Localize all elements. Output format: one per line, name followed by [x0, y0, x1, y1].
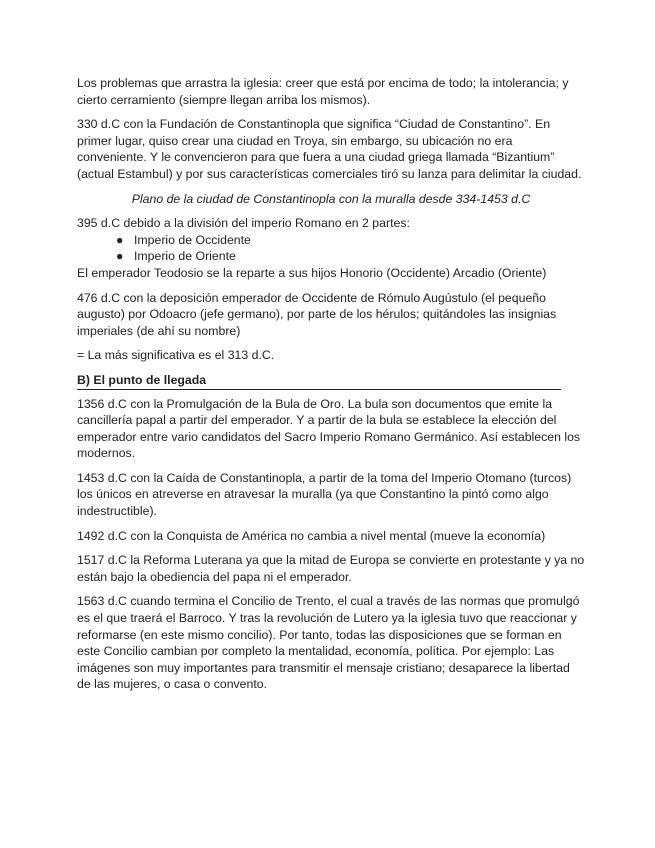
paragraph-empire-division: 395 d.C debido a la división del imperio Romano en 2 partes: [77, 216, 410, 231]
paragraph-romulo-deposition: 476 d.C con la deposición emperador de Occidente de Rómulo Augústulo (el pequeño augusto) por Odoacro (jefe germano), por parte de los hérulos; quitándoles las insignias imperiales (de ahí su nombre) [77, 290, 557, 338]
list-item-label: Imperio de Oriente [134, 249, 236, 264]
paragraph-lutheran-reform: 1517 d.C la Reforma Luterana ya que la mitad de Europa se convierte en protestante y ya no están bajo la obediencia del papa ni el emperador. [77, 553, 585, 584]
paragraph-constantinople-founding: 330 d.C con la Fundación de Constantinopla que significa “Ciudad de Constantino”. En primer lugar, quiso crear una ciudad en Troya, sin embargo, su ubicación no era conveniente. Y le convencieron para que fuera a una ciudad griega llamada “Bizantium” (actual Estambul) y por sus características comerciales tiró su lanza para delimitar la ciudad. [77, 117, 582, 181]
section-heading: B) El punto de llegada [77, 372, 561, 390]
paragraph-bula-de-oro: 1356 d.C con la Promulgación de la Bula de Oro. La bula son documentos que emite la cancillería papal a partir del emperador. Y a partir de la bula se establece la elección del emperador entre vario candidatos del Sacro Imperio Romano Germánico. Así establecen los modernos. [77, 396, 581, 461]
document-body [77, 75, 585, 701]
paragraph-church-problems: Los problemas que arrastra la iglesia: creer que está por encima de todo; la intolerancia; y cierto cerramiento (siempre llegan arriba los mismos). [77, 76, 569, 107]
image-caption: Plano de la ciudad de Constantinopla con la muralla desde 334-1453 d.C [131, 191, 531, 206]
bullet-icon: ● [116, 249, 124, 264]
empire-list [77, 232, 585, 265]
bullet-icon: ● [116, 232, 124, 247]
list-item [116, 232, 585, 249]
paragraph-council-of-trent: 1563 d.C cuando termina el Concilio de Trento, el cual a través de las normas que promulgó es el que traerá el Barroco. Y tras la revolución de Lutero ya la iglesia tuvo que reaccionar y reformarse (en este mismo concilio). Por tanto, todas las disposiciones que se forman en este Concilio cambian por completo la mentalidad, economía, política. Por ejemplo: Las imágenes son muy importantes para transmitir el mensaje cristiano; desaparece la libertad de las mujeres, o casa o convento. [77, 594, 580, 692]
paragraph-313-note: = La más significativa es el 313 d.C. [77, 348, 275, 363]
paragraph-fall-constantinople: 1453 d.C con la Caída de Constantinopla, a partir de la toma del Imperio Otomano (turcos) los únicos en atreverse en atravesar la muralla (ya que Constantino la pintó como algo indestructible). [77, 470, 572, 519]
paragraph-teodosio: El emperador Teodosio se la reparte a sus hijos Honorio (Occidente) Arcadio (Oriente) [77, 265, 547, 280]
list-item [116, 248, 585, 265]
paragraph-america-conquest: 1492 d.C con la Conquista de América no cambia a nivel mental (mueve la economía) [77, 528, 546, 543]
list-item-label: Imperio de Occidente [134, 232, 251, 247]
